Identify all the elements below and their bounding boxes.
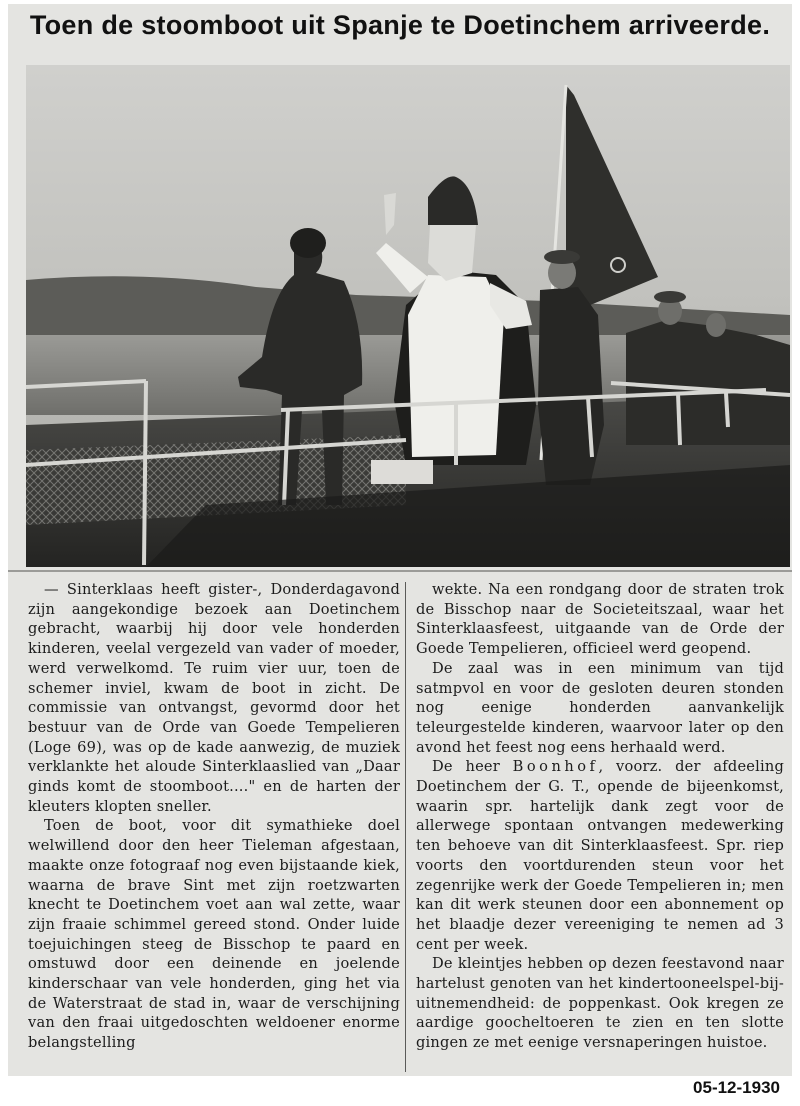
figure-group-hat-1: [654, 291, 686, 303]
article-headline: Toen de stoomboot uit Spanje te Doetinchem arriveerde.: [29, 10, 771, 40]
newspaper-clipping: [8, 4, 792, 1076]
paragraph: De kleintjes hebben op dezen feestavond naar hartelust genoten van het kindertooneelspel-bij-uitnemendheid: de poppenkast. Ook kregen ze aardige goocheltoeren te zien en ten slotte gingen ze met eenige versnaperingen huistoe.: [416, 955, 784, 1052]
figure-group-right: [626, 320, 790, 445]
figure-official: [538, 287, 604, 485]
paragraph: De zaal was in een minimum van tijd satmpvol en voor de gesloten deuren stonden nog eenige honderden aanvankelijk teleurgestelde kinderen, waarvoor later op den avond het feest nog eens herhaald werd.: [416, 659, 784, 756]
paragraph-text: , voorz. der afdeeling Doetinchem der G. T., opende de bijeenkomst, waarin spr. hartelijk dank zegt voor de allerwege spontaan ontvangen medewerking ten behoeve van dit Sinterklaasfeest. Spr. riep voorts den voortdurenden steun voor het zegenrijke werk der Goede Tempelieren in; men kan dit werk steunen door een abonnement op het blaadje dezer vereeniging te nemen ad 3 cent per week.: [416, 758, 784, 953]
section-rule: [8, 570, 792, 572]
paragraph: wekte. Na een rondgang door de straten trok de Bisschop naar de Societeitszaal, waar het Sinterklaasfeest, uitgaande van de Orde der Goede Tempelieren, officieel werd geopend.: [416, 581, 784, 658]
article-column-right: [416, 580, 784, 1078]
person-name: Boonhof: [512, 758, 599, 776]
figure-hat: [290, 228, 326, 258]
figure-group-head-2: [706, 313, 726, 337]
article-photo: [26, 65, 790, 567]
paragraph: [416, 757, 784, 954]
paragraph: Toen de boot, voor dit symathieke doel welwillend door den heer Tieleman afgestaan, maakte onze fotograaf nog even bijstaande kiek, waarna de brave Sint met zijn roetzwarten knecht te Doetinchem voet aan wal zette, waar zijn fraaie schimmel gereed stond. Onder luide toejuichingen steeg de Bisschop te paard en omstuwd door een deinende en joelende kinderschaar van vele honderden, ging het via de Waterstraat de stad in, waar de verschijning van den fraai uitgedoschten weldoener enorme belangstelling: [28, 817, 400, 1052]
paragraph: — Sinterklaas heeft gister-, Donderdagavond zijn aangekondige bezoek aan Doetinchem gebracht, waarbij hij door vele honderden kinderen, veelal vergezeld van vader of moeder, werd verwelkomd. Te ruim vier uur, toen de schemer inviel, kwam de boot in zicht. De commissie van ontvangst, gevormd door het bestuur van de Orde van Goede Tempelieren (Loge 69), was op de kade aanwezig, de muziek verklankte het aloude Sinterklaaslied van „Daar ginds komt de stoomboot...." en de harten der kleuters klopten sneller.: [28, 581, 400, 815]
publication-date: 05-12-1930: [693, 1078, 780, 1097]
paragraph-text: De heer: [432, 758, 513, 776]
deck-crate: [371, 460, 433, 484]
article-column-left: [28, 580, 400, 1078]
figure-official-cap: [544, 250, 580, 264]
column-divider: [405, 582, 406, 1072]
